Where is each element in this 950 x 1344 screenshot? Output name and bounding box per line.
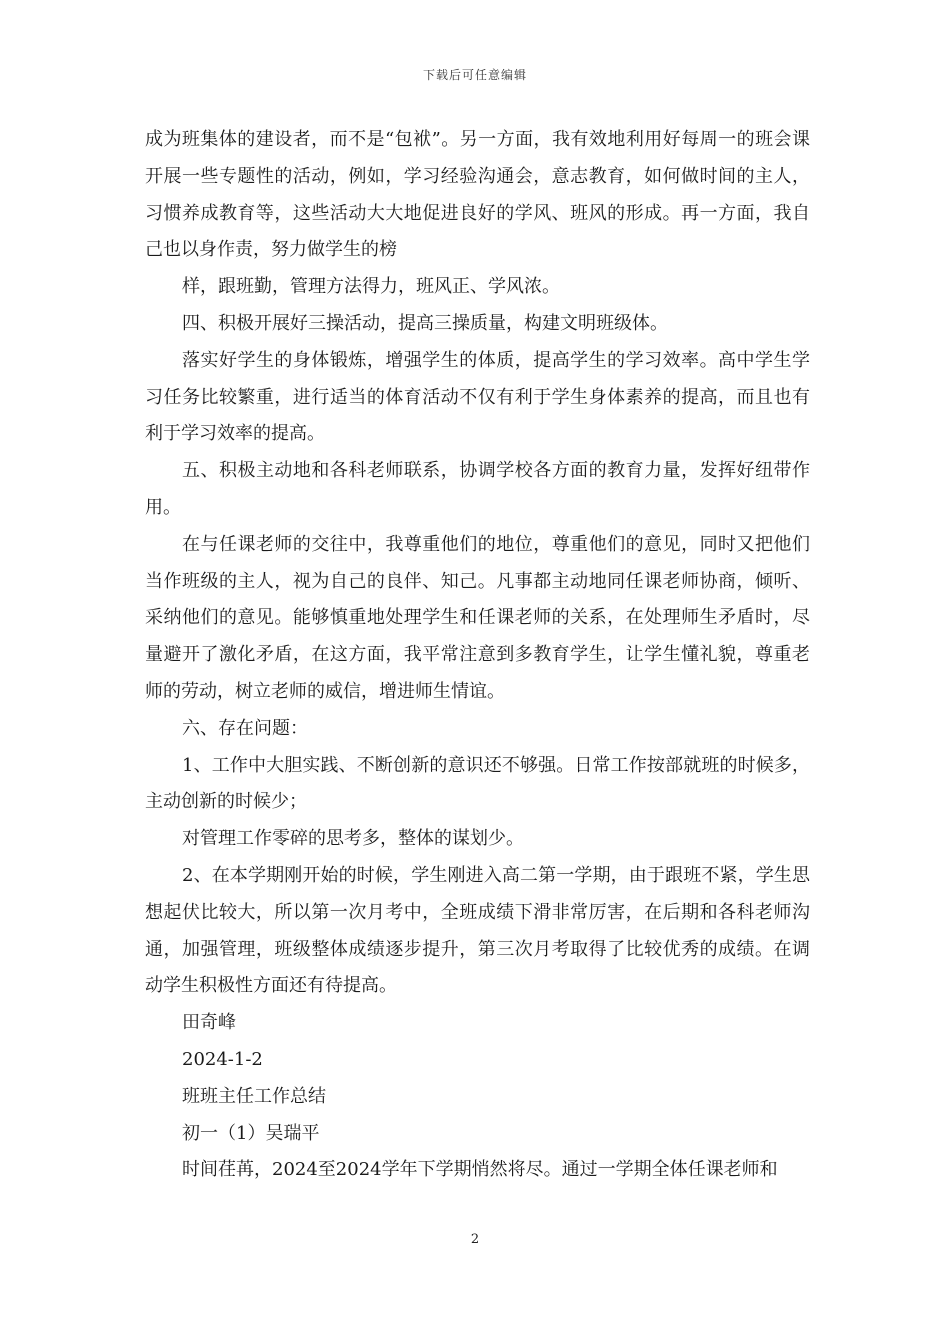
paragraph: 时间荏苒，2024至2024学年下学期悄然将尽。通过一学期全体任课老师和 [182,1159,778,1181]
paragraph: 样，跟班勤，管理方法得力，班风正、学风浓。 [182,276,560,298]
document-title: 班班主任工作总结 [182,1085,326,1107]
page-header: 下载后可任意编辑 [422,68,527,82]
list-item: 1、工作中大胆实践、不断创新的意识还不够强。日常工作按部就班的时候多，主动创新的时候少； [145,754,810,813]
paragraph: 落实好学生的身体锻炼，增强学生的体质，提高学生的学习效率。高中学生学习任务比较繁重，进行适当的体育活动不仅有利于学生身体素养的提高，而且也有利于学习效率的提高。 [145,349,810,445]
page-number: 2 [470,1232,480,1247]
paragraph: 在与任课老师的交往中，我尊重他们的地位，尊重他们的意见，同时又把他们当作班级的主人，视为自己的良伴、知己。凡事都主动地同任课老师协商，倾听、采纳他们的意见。能够慎重地处理学生和任课老师的关系，在处理师生矛盾时，尽量避开了激化矛盾，在这方面，我平常注意到多教育学生，让学生懂礼貌，尊重老师的劳动，树立老师的威信，增进师生情谊。 [145,533,810,702]
section-heading: 六、存在问题： [182,717,308,739]
author-signature: 田奇峰 [182,1012,236,1034]
section-heading: 四、积极开展好三操活动，提高三操质量，构建文明班级体。 [182,312,668,334]
date: 2024-1-2 [182,1048,263,1070]
paragraph: 成为班集体的建设者，而不是“包袱”。另一方面，我有效地利用好每周一的班会课开展一些专题性的活动，例如，学习经验沟通会，意志教育，如何做时间的主人，习惯养成教育等，这些活动大大地促进良好的学风、班风的形成。再一方面，我自己也以身作责，努力做学生的榜 [145,129,810,261]
section-heading: 五、积极主动地和各科老师联系，协调学校各方面的教育力量，发挥好纽带作用。 [145,460,810,518]
paragraph: 对管理工作零碎的思考多，整体的谋划少。 [182,828,524,850]
author-line: 初一（1）吴瑞平 [182,1122,320,1144]
document-body [145,122,810,1189]
list-item: 2、在本学期刚开始的时候，学生刚进入高二第一学期，由于跟班不紧，学生思想起伏比较大，所以第一次月考中，全班成绩下滑非常厉害，在后期和各科老师沟通，加强管理，班级整体成绩逐步提升，第三次月考取得了比较优秀的成绩。在调动学生积极性方面还有待提高。 [145,864,810,997]
